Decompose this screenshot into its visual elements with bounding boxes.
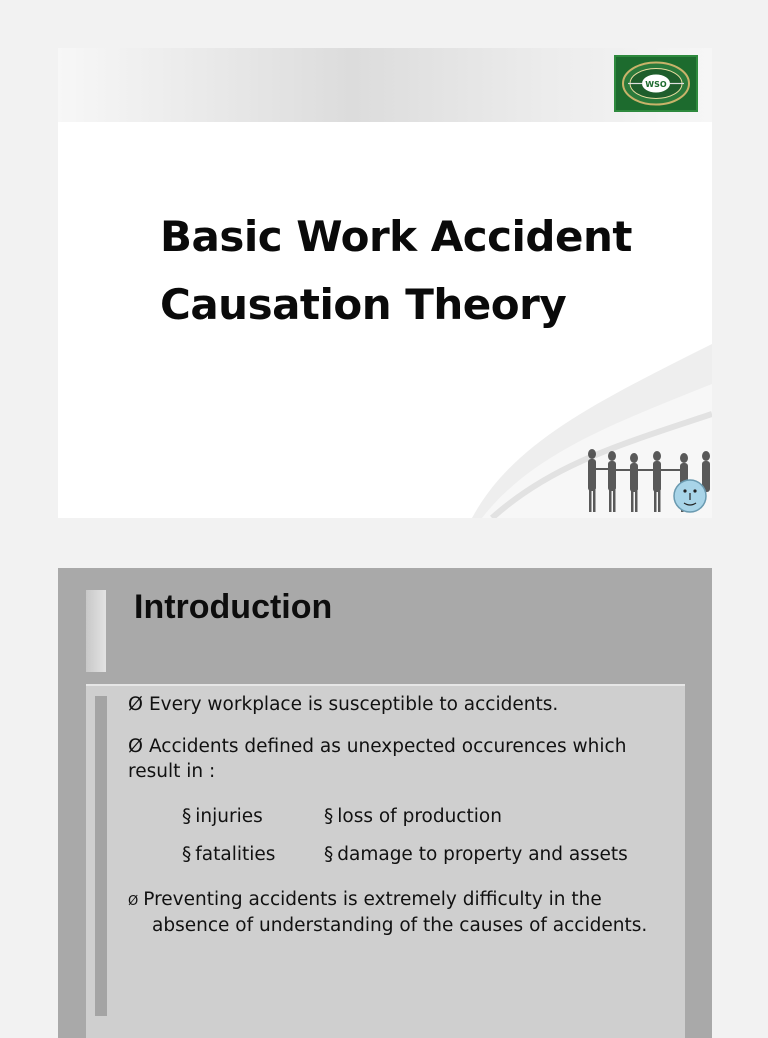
title-accent-stripe	[86, 590, 106, 672]
people-illustration	[472, 344, 712, 518]
title-line-1: Basic Work Accident	[160, 212, 632, 261]
arrow-bullet-icon: Ø	[128, 894, 139, 909]
slide-title	[160, 203, 680, 339]
bullet-2-cont-text: result in :	[128, 761, 216, 782]
section-bullet-icon: §	[324, 806, 334, 827]
title-slide	[58, 48, 712, 518]
bullet-3-cont-text: absence of understanding of the causes of accidents.	[152, 915, 648, 936]
title-line-2: Causation Theory	[160, 280, 567, 329]
sub-item-fatalities: § fatalities	[182, 844, 276, 865]
section-title: Introduction	[134, 588, 333, 626]
arrow-bullet-icon: Ø	[128, 735, 143, 757]
content-accent-bar	[95, 696, 107, 1016]
bullet-3-continuation	[152, 912, 647, 940]
arrow-bullet-icon: Ø	[128, 693, 143, 715]
sub-item-damage-to-property: § damage to property and assets	[324, 844, 628, 865]
introduction-slide	[58, 568, 712, 1038]
smiley-icon	[674, 480, 706, 512]
section-bullet-icon: §	[182, 806, 192, 827]
bullet-2-continuation	[128, 758, 215, 786]
logo-text: WSO	[645, 80, 667, 89]
sub-item-injuries: § injuries	[182, 806, 263, 827]
content-box	[86, 684, 685, 1038]
bullet-2	[128, 732, 626, 761]
bullet-1	[128, 690, 558, 719]
bullet-1-text: Every workplace is susceptible to accidents.	[148, 694, 559, 715]
bullet-2-text: Accidents defined as unexpected occurences which	[148, 736, 627, 757]
section-bullet-icon: §	[182, 844, 192, 865]
wso-logo	[614, 55, 698, 112]
bullet-3-text: Preventing accidents is extremely difficulty in the	[143, 889, 602, 910]
seal-icon	[616, 57, 696, 110]
sub-item-loss-of-production: § loss of production	[324, 806, 502, 827]
section-bullet-icon: §	[324, 844, 334, 865]
